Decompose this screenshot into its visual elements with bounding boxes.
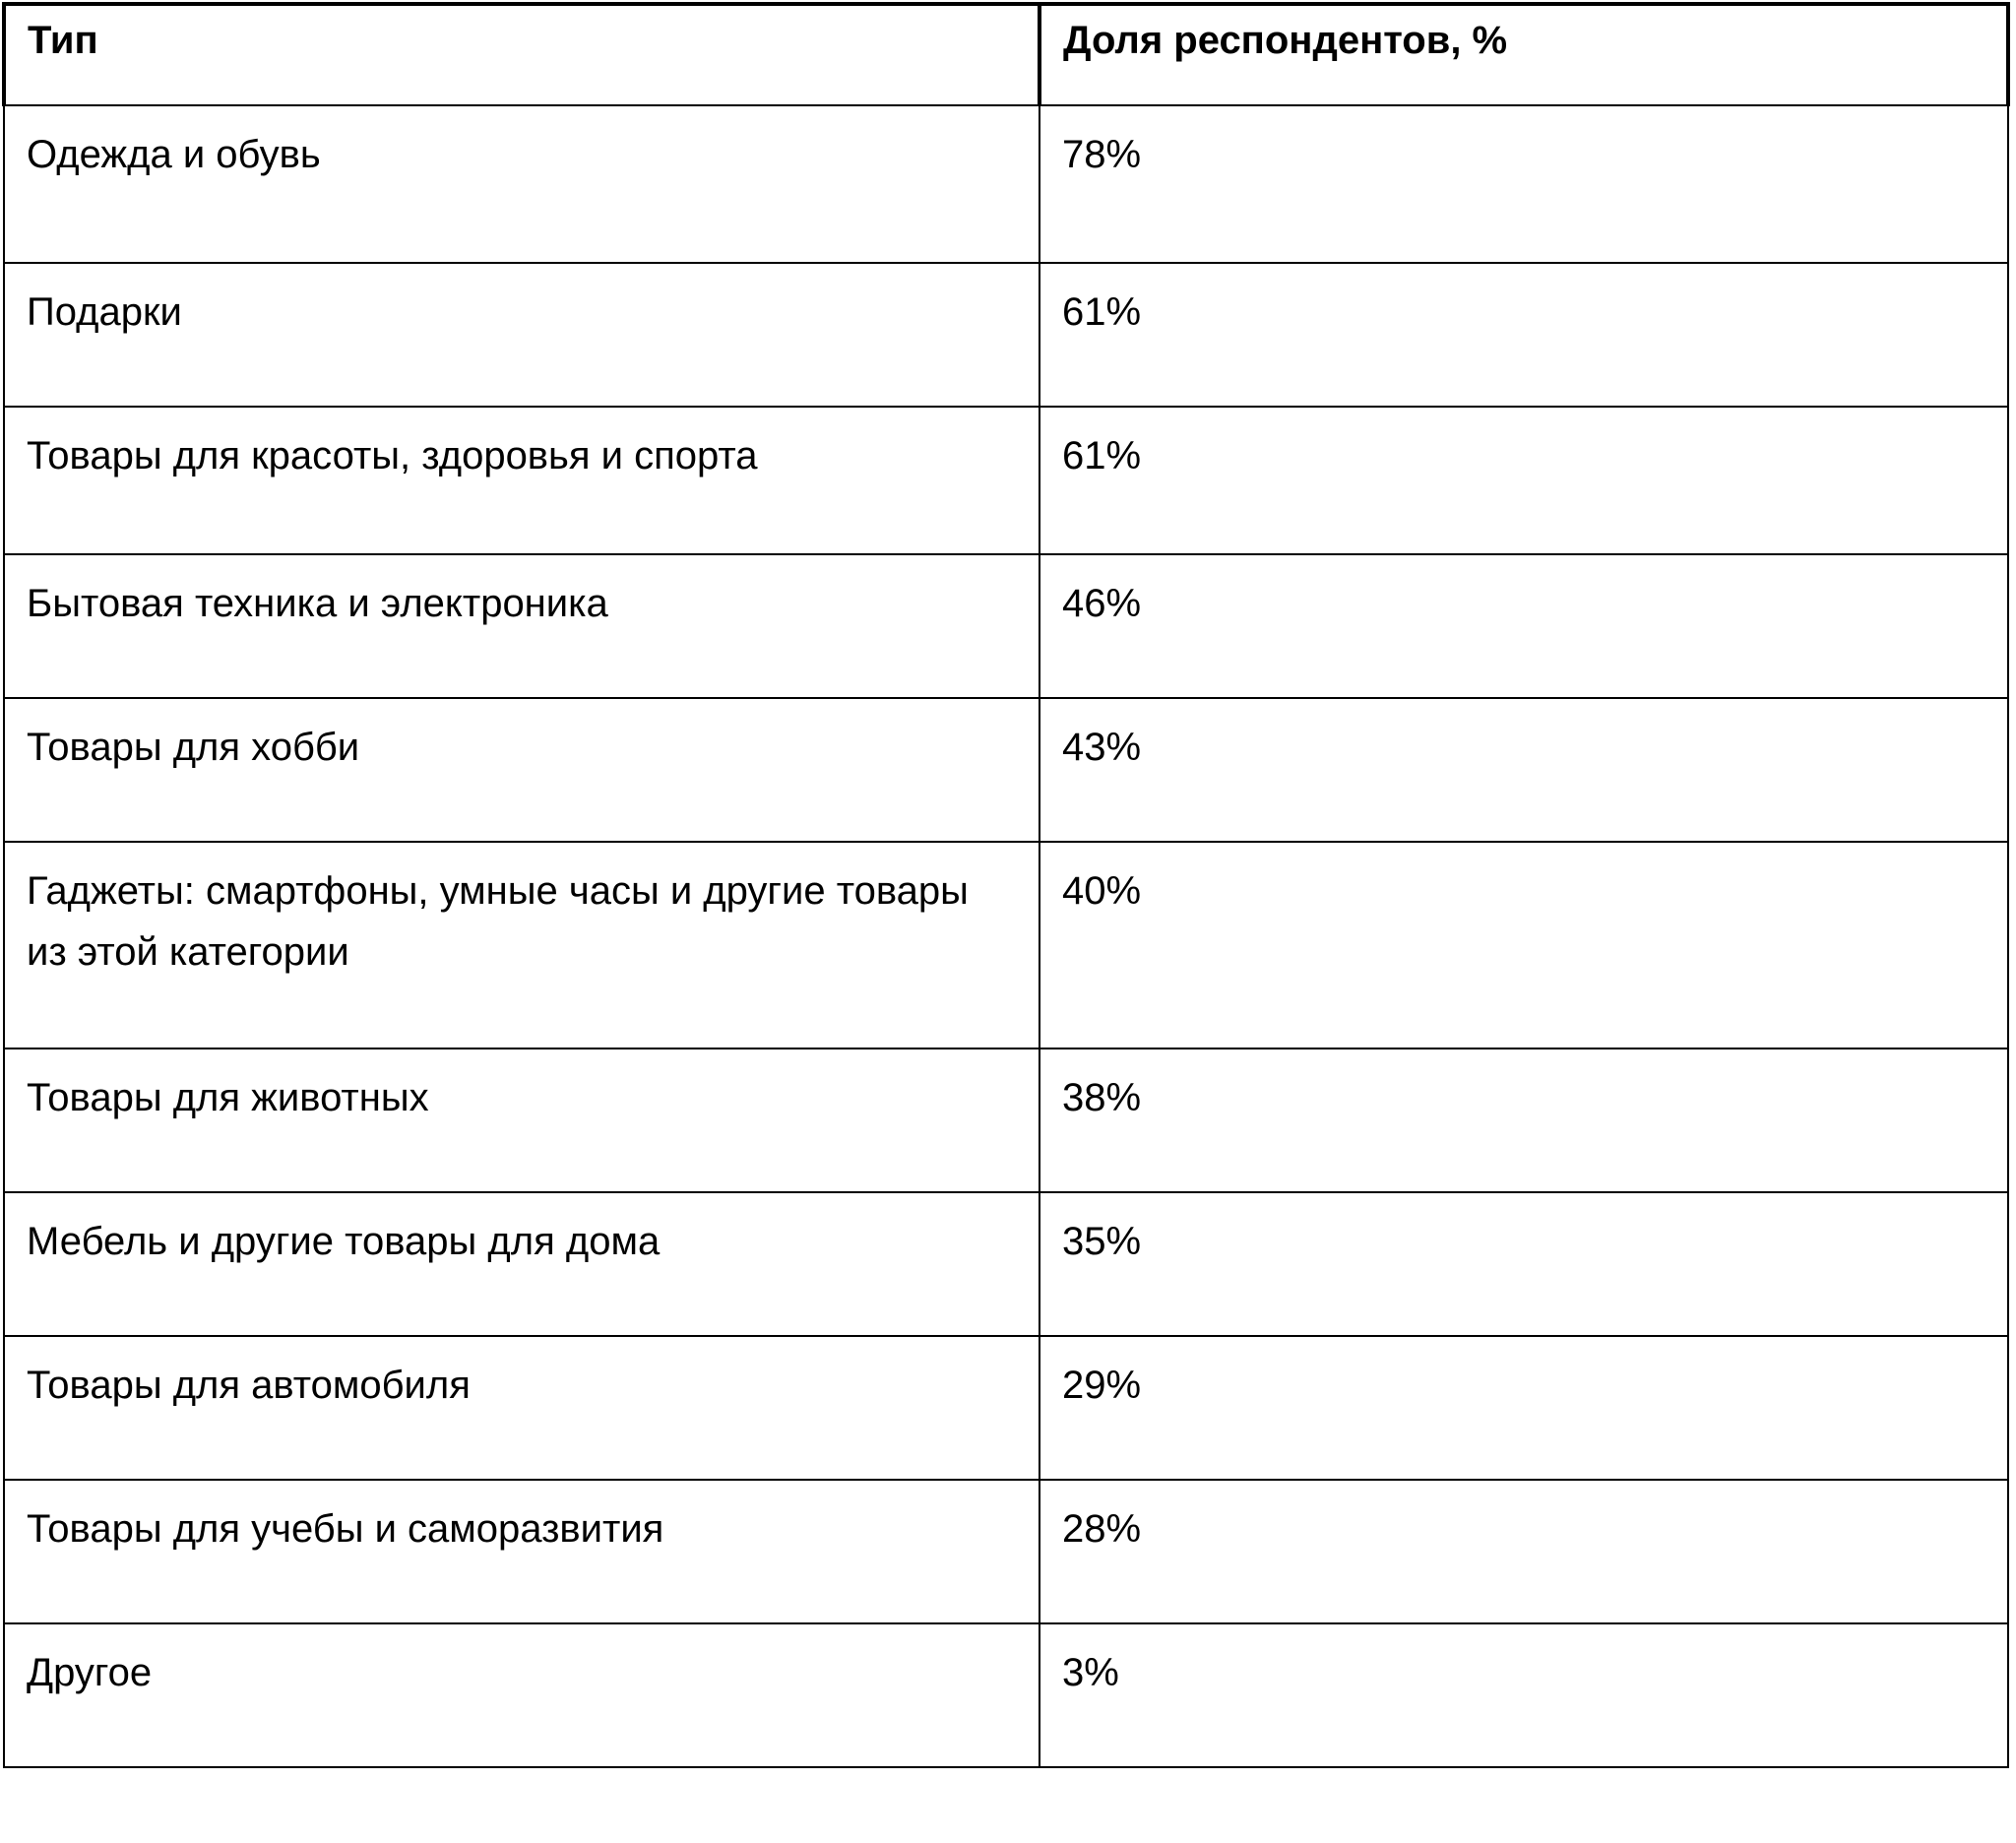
table-row xyxy=(4,263,2008,407)
table-body xyxy=(4,105,2008,1767)
table-row xyxy=(4,105,2008,263)
cell-share: 78% xyxy=(1040,105,2008,263)
cell-type: Товары для животных xyxy=(4,1049,1040,1192)
table-row xyxy=(4,698,2008,842)
table-row xyxy=(4,842,2008,1049)
cell-share: 43% xyxy=(1040,698,2008,842)
table-row xyxy=(4,1480,2008,1623)
cell-type: Товары для автомобиля xyxy=(4,1336,1040,1480)
table-row xyxy=(4,1336,2008,1480)
cell-share: 35% xyxy=(1040,1192,2008,1336)
cell-share: 3% xyxy=(1040,1623,2008,1767)
cell-share: 29% xyxy=(1040,1336,2008,1480)
cell-share: 28% xyxy=(1040,1480,2008,1623)
table-row xyxy=(4,554,2008,698)
cell-type: Мебель и другие товары для дома xyxy=(4,1192,1040,1336)
header-row xyxy=(4,4,2008,105)
table-header xyxy=(4,4,2008,105)
cell-share: 61% xyxy=(1040,407,2008,554)
cell-type: Товары для учебы и саморазвития xyxy=(4,1480,1040,1623)
cell-type: Одежда и обувь xyxy=(4,105,1040,263)
cell-type: Товары для красоты, здоровья и спорта xyxy=(4,407,1040,554)
table-row xyxy=(4,407,2008,554)
cell-share: 61% xyxy=(1040,263,2008,407)
table-row xyxy=(4,1049,2008,1192)
table-row xyxy=(4,1192,2008,1336)
cell-type: Другое xyxy=(4,1623,1040,1767)
cell-share: 40% xyxy=(1040,842,2008,1049)
survey-table xyxy=(2,2,2010,1768)
header-type: Тип xyxy=(4,4,1040,105)
table-row xyxy=(4,1623,2008,1767)
cell-type: Товары для хобби xyxy=(4,698,1040,842)
cell-share: 38% xyxy=(1040,1049,2008,1192)
header-share: Доля респондентов, % xyxy=(1040,4,2008,105)
cell-share: 46% xyxy=(1040,554,2008,698)
cell-type: Бытовая техника и электроника xyxy=(4,554,1040,698)
cell-type: Гаджеты: смартфоны, умные часы и другие товары из этой категории xyxy=(4,842,1040,1049)
cell-type: Подарки xyxy=(4,263,1040,407)
